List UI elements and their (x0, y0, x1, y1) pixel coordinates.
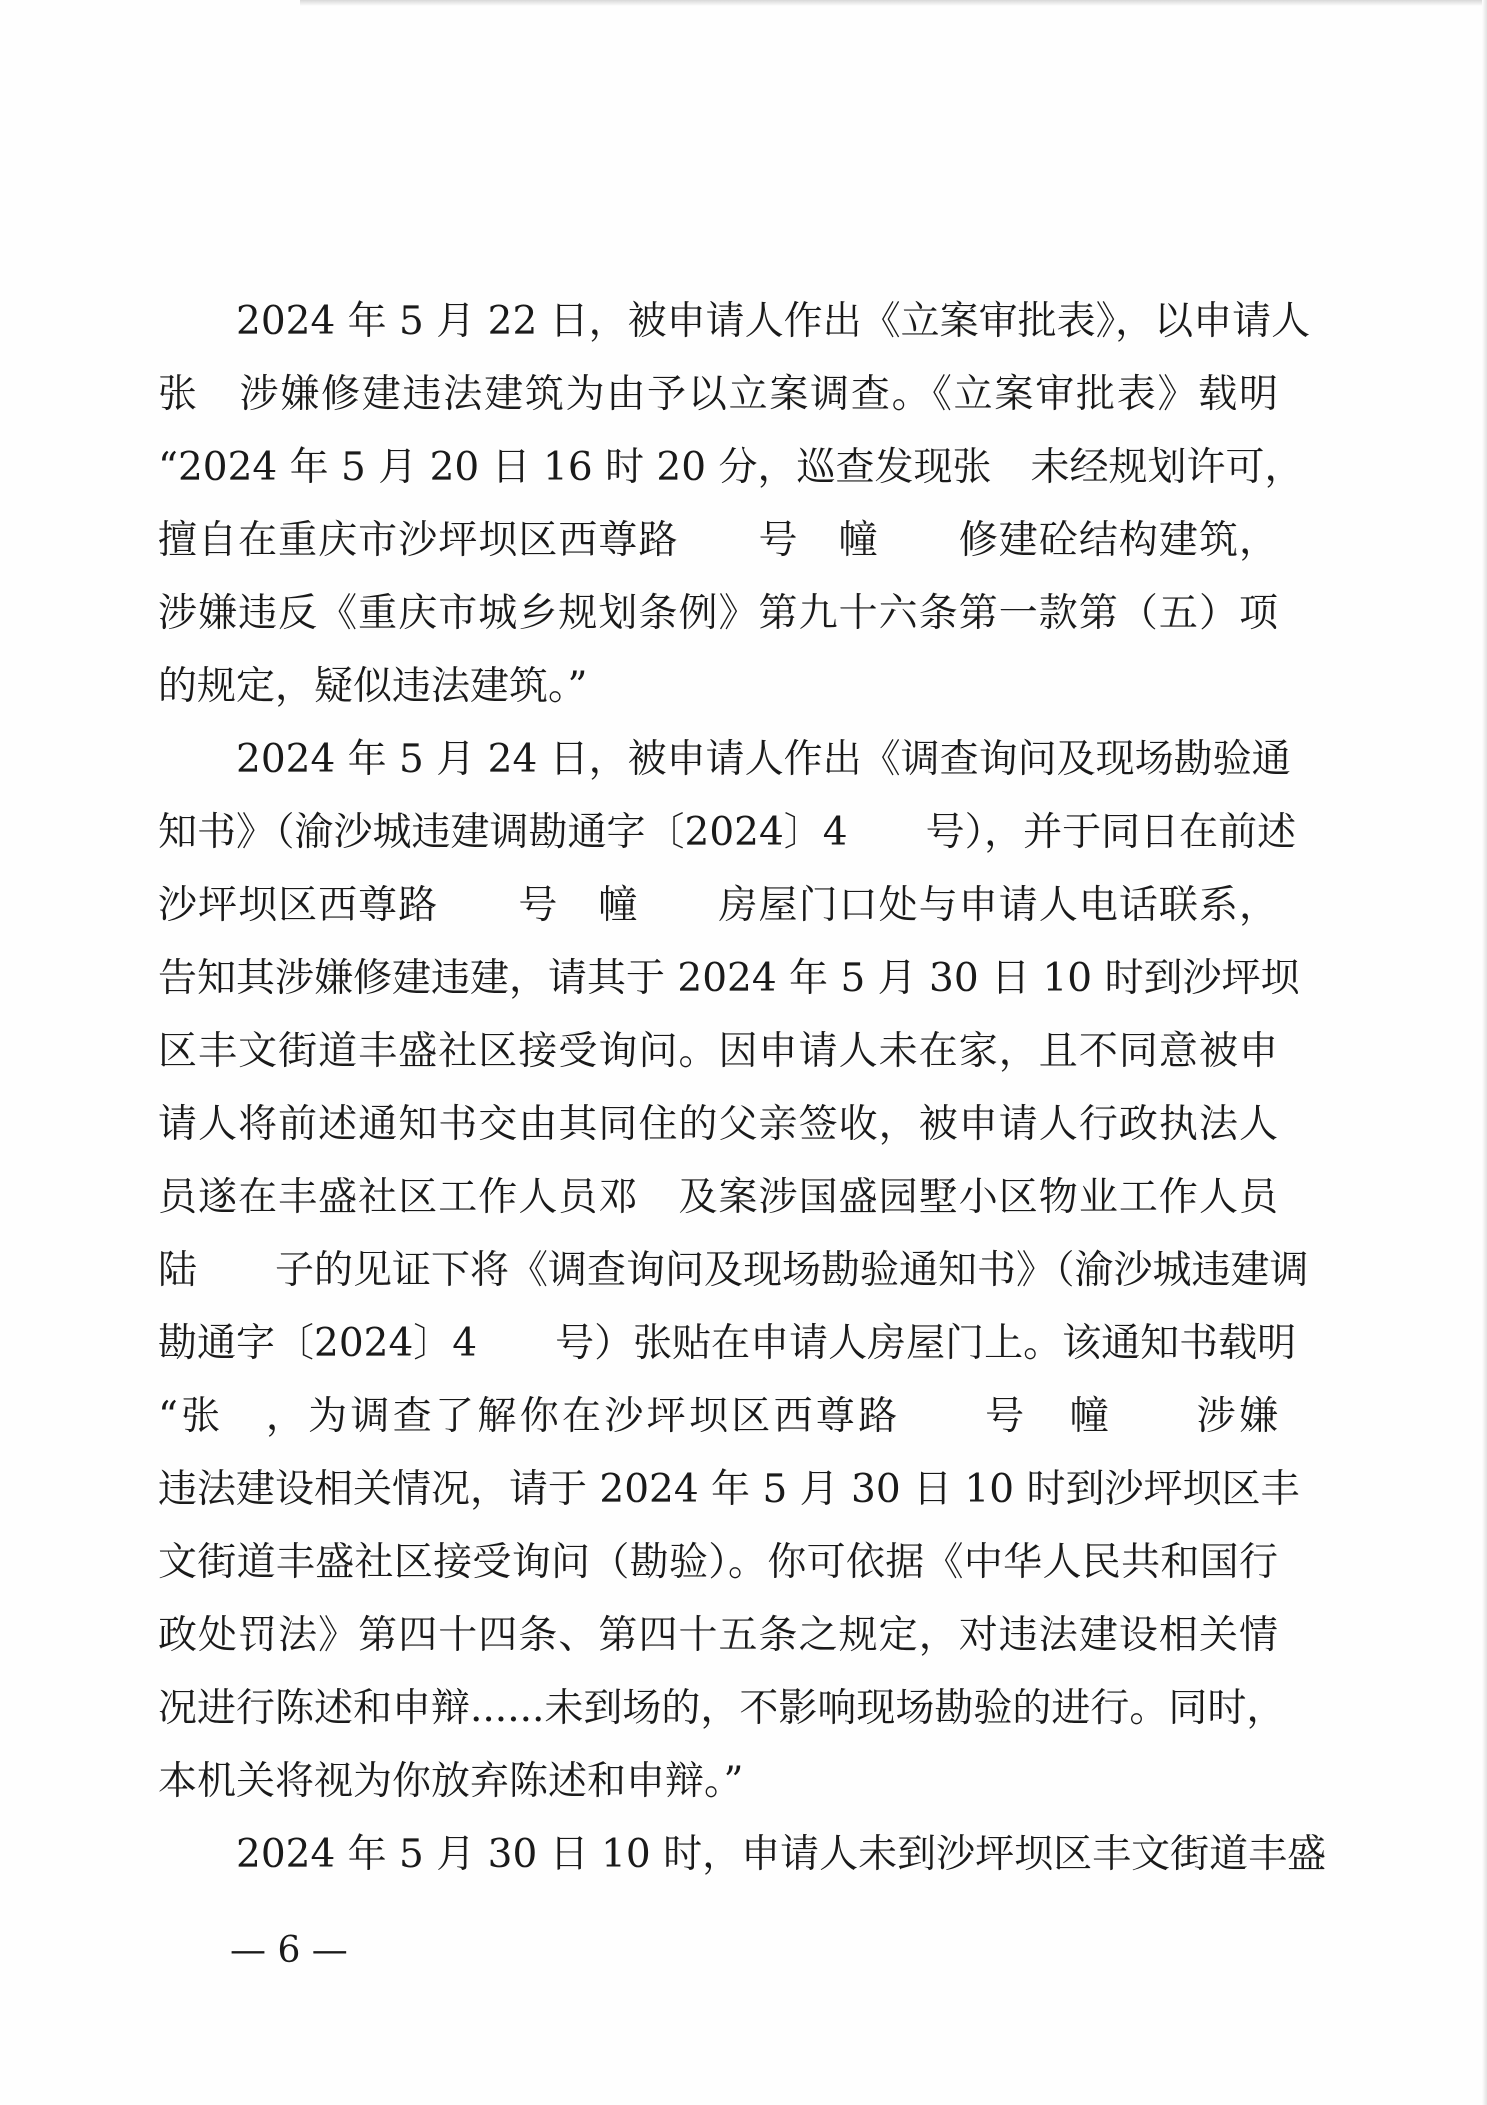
text-line: 况进行陈述和申辩......未到场的，不影响现场勘验的进行。同时， (158, 1686, 1286, 1731)
text-line: 2024 年 5 月 22 日，被申请人作出《立案审批表》，以申请人 (236, 299, 1311, 344)
text-line: 知书》（渝沙城违建调勘通字〔2024〕4 号），并于同日在前述 (158, 810, 1297, 855)
text-line: 勘通字〔2024〕4 号）张贴在申请人房屋门上。该通知书载明 (158, 1321, 1297, 1366)
text-line: 张 涉嫌修建违法建筑为由予以立案调查。《立案审批表》载明 (158, 372, 1278, 417)
text-line: 政处罚法》第四十四条、第四十五条之规定，对违法建设相关情 (158, 1613, 1278, 1658)
text-line: 区丰文街道丰盛社区接受询问。因申请人未在家，且不同意被申 (158, 1029, 1278, 1074)
text-line: “张 ，为调查了解你在沙坪坝区西尊路 号 幢 涉嫌 (158, 1394, 1278, 1439)
text-line: 违法建设相关情况，请于 2024 年 5 月 30 日 10 时到沙坪坝区丰 (158, 1467, 1300, 1512)
text-line: 陆 子的见证下将《调查询问及现场勘验通知书》（渝沙城违建调 (158, 1248, 1309, 1293)
scan-edge-top (300, 0, 1487, 6)
text-line: 告知其涉嫌修建违建，请其于 2024 年 5 月 30 日 10 时到沙坪坝 (158, 956, 1300, 1001)
text-line: “2024 年 5 月 20 日 16 时 20 分，巡查发现张 未经规划许可， (158, 445, 1304, 490)
text-line: 2024 年 5 月 30 日 10 时，申请人未到沙坪坝区丰文街道丰盛 (236, 1832, 1327, 1877)
text-line: 请人将前述通知书交由其同住的父亲签收，被申请人行政执法人 (158, 1102, 1278, 1147)
scan-edge-right (1482, 0, 1487, 2105)
body-text (158, 285, 1327, 1891)
text-line: 本机关将视为你放弃陈述和申辩。” (158, 1759, 744, 1804)
page-number: — 6 — (230, 1930, 348, 1971)
text-line: 涉嫌违反《重庆市城乡规划条例》第九十六条第一款第（五）项 (158, 591, 1278, 636)
text-line: 员遂在丰盛社区工作人员邓 及案涉国盛园墅小区物业工作人员 (158, 1175, 1278, 1220)
text-line: 擅自在重庆市沙坪坝区西尊路 号 幢 修建砼结构建筑， (158, 518, 1278, 563)
text-line: 2024 年 5 月 24 日，被申请人作出《调查询问及现场勘验通 (236, 737, 1291, 782)
text-line: 的规定，疑似违法建筑。” (158, 664, 588, 709)
text-line: 沙坪坝区西尊路 号 幢 房屋门口处与申请人电话联系， (158, 883, 1278, 928)
text-line: 文街道丰盛社区接受询问（勘验）。你可依据《中华人民共和国行 (158, 1540, 1278, 1585)
